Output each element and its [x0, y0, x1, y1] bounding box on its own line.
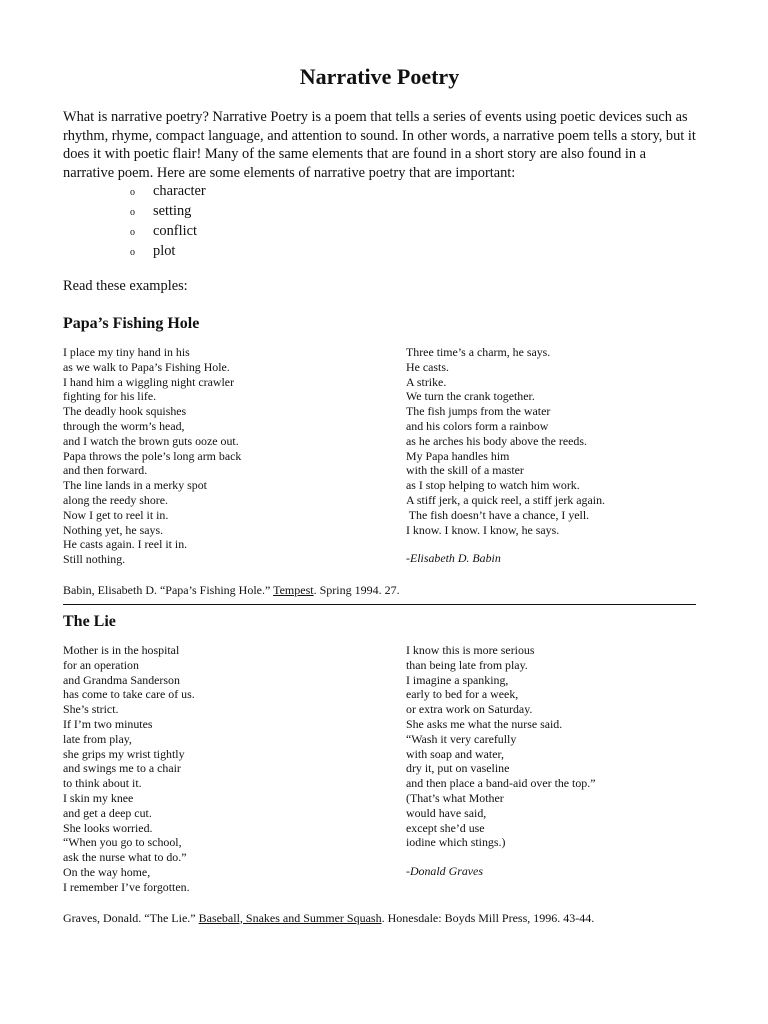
section-divider: [63, 604, 696, 605]
poem-right-column: [406, 643, 696, 895]
list-item-label: setting: [153, 203, 192, 219]
poem-line: she grips my wrist tightly: [63, 746, 185, 761]
poem-the-lie: [63, 613, 696, 926]
poem-line: On the way home,: [63, 864, 151, 879]
poem-columns: [63, 345, 696, 567]
poem-line: and Grandma Sanderson: [63, 672, 180, 687]
poem-line: I know. I know. I know, he says.: [406, 522, 560, 537]
poem-line: and then forward.: [63, 463, 148, 478]
citation-text: Babin, Elisabeth D. “Papa’s Fishing Hole.”: [63, 582, 274, 597]
poem-columns: [63, 643, 696, 895]
poem-line: Still nothing.: [63, 552, 126, 567]
poem-line: as he arches his body above the reeds.: [406, 433, 587, 448]
poem-line: I place my tiny hand in his: [63, 345, 190, 359]
poem-line: I imagine a spanking,: [406, 672, 509, 687]
poem-line: through the worm’s head,: [63, 418, 185, 433]
poem-author: -Donald Graves: [406, 864, 483, 879]
poem-line: ask the nurse what to do.”: [63, 850, 187, 865]
poem-line: and swings me to a chair: [63, 761, 181, 776]
list-item: [130, 182, 696, 202]
read-examples-text: Read these examples:: [63, 278, 188, 294]
bullet-icon: o: [130, 247, 135, 258]
poem-line: Three time’s a charm, he says.: [406, 345, 551, 359]
poem-right-column: [406, 345, 696, 567]
poem-line: Nothing yet, he says.: [63, 522, 164, 537]
poem-line: She asks me what the nurse said.: [406, 716, 563, 731]
poem-line: Papa throws the pole’s long arm back: [63, 448, 242, 463]
poem-line: She’s strict.: [63, 702, 119, 717]
bullet-icon: o: [130, 207, 135, 218]
poem-line: The fish jumps from the water: [406, 404, 551, 419]
list-item-label: conflict: [153, 223, 197, 239]
poem-line: iodine which stings.): [406, 835, 506, 850]
poem-left-column: [63, 643, 406, 895]
citation-text: . Spring 1994. 27.: [313, 582, 400, 597]
poem-line: would have said,: [406, 805, 487, 820]
poem-line: We turn the crank together.: [406, 389, 535, 404]
poem-line: A strike.: [406, 374, 447, 389]
poem-line: I hand him a wiggling night crawler: [63, 374, 235, 389]
poem-line: The fish doesn’t have a chance, I yell.: [406, 507, 590, 522]
bullet-icon: o: [130, 187, 135, 198]
poem-line: and I watch the brown guts ooze out.: [63, 433, 239, 448]
citation-text: . Honesdale: Boyds Mill Press, 1996. 43-44.: [381, 910, 595, 925]
poem-line: Mother is in the hospital: [63, 642, 180, 657]
poem-line: The line lands in a merky spot: [63, 478, 207, 493]
intro-paragraph: What is narrative poetry? Narrative Poetry is a poem that tells a series of events using poetic devices such as rhythm, rhyme, compact language, and attention to sound. In other words, a narrative poem tells a story, but it does it with poetic flair! Many of the same elements that are found in a short story are also found in a narrative poem. Here are some elements of narrative poetry that are important:: [63, 109, 696, 181]
poem-author: -Elisabeth D. Babin: [406, 551, 501, 566]
list-item-label: character: [153, 183, 206, 199]
poem-line: Now I get to reel it in.: [63, 507, 169, 522]
poem-line: to think about it.: [63, 776, 142, 791]
poem-line: and then place a band-aid over the top.”: [406, 776, 596, 791]
poem-title: Papa’s Fishing Hole: [63, 315, 200, 332]
poem-line: as we walk to Papa’s Fishing Hole.: [63, 359, 230, 374]
poem-line: has come to take care of us.: [63, 687, 195, 702]
list-item: [130, 242, 696, 262]
bullet-icon: o: [130, 227, 135, 238]
list-item: [130, 222, 696, 242]
poem-papas-fishing-hole: [63, 315, 696, 598]
poem-citation: [63, 911, 696, 926]
citation-source: Baseball, Snakes and Summer Squash: [198, 910, 382, 925]
poem-line: “Wash it very carefully: [406, 731, 517, 746]
poem-line: early to bed for a week,: [406, 687, 519, 702]
poem-line: He casts.: [406, 359, 449, 374]
poem-line: He casts again. I reel it in.: [63, 537, 188, 552]
poem-line: dry it, put on vaseline: [406, 761, 510, 776]
poem-line: and get a deep cut.: [63, 805, 152, 820]
poem-line: for an operation: [63, 657, 139, 672]
poem-line: (That’s what Mother: [406, 790, 504, 805]
poem-line: I remember I’ve forgotten.: [63, 879, 190, 894]
poem-line: If I’m two minutes: [63, 716, 153, 731]
poem-line: along the reedy shore.: [63, 492, 168, 507]
citation-text: Graves, Donald. “The Lie.”: [63, 910, 199, 925]
citation-source: Tempest: [273, 582, 314, 597]
poem-line: “When you go to school,: [63, 835, 182, 850]
poem-line: The deadly hook squishes: [63, 404, 187, 419]
poem-line: late from play,: [63, 731, 132, 746]
poem-line: with the skill of a master: [406, 463, 524, 478]
poem-line: I know this is more serious: [406, 642, 535, 657]
poem-line: She looks worried.: [63, 820, 153, 835]
poem-line: I skin my knee: [63, 790, 134, 805]
poem-line: except she’d use: [406, 820, 485, 835]
page-title: Narrative Poetry: [299, 64, 460, 89]
elements-list: [130, 182, 696, 262]
poem-line: A stiff jerk, a quick reel, a stiff jerk again.: [406, 492, 605, 507]
poem-line: as I stop helping to watch him work.: [406, 478, 580, 493]
poem-line: with soap and water,: [406, 746, 504, 761]
poem-line: and his colors form a rainbow: [406, 418, 549, 433]
poem-line: than being late from play.: [406, 657, 528, 672]
poem-left-column: [63, 345, 406, 567]
poem-citation: [63, 583, 696, 598]
list-item-label: plot: [153, 243, 176, 259]
poem-line: My Papa handles him: [406, 448, 510, 463]
list-item: [130, 202, 696, 222]
poem-line: or extra work on Saturday.: [406, 702, 533, 717]
poem-title: The Lie: [63, 612, 116, 630]
poem-line: fighting for his life.: [63, 389, 157, 404]
